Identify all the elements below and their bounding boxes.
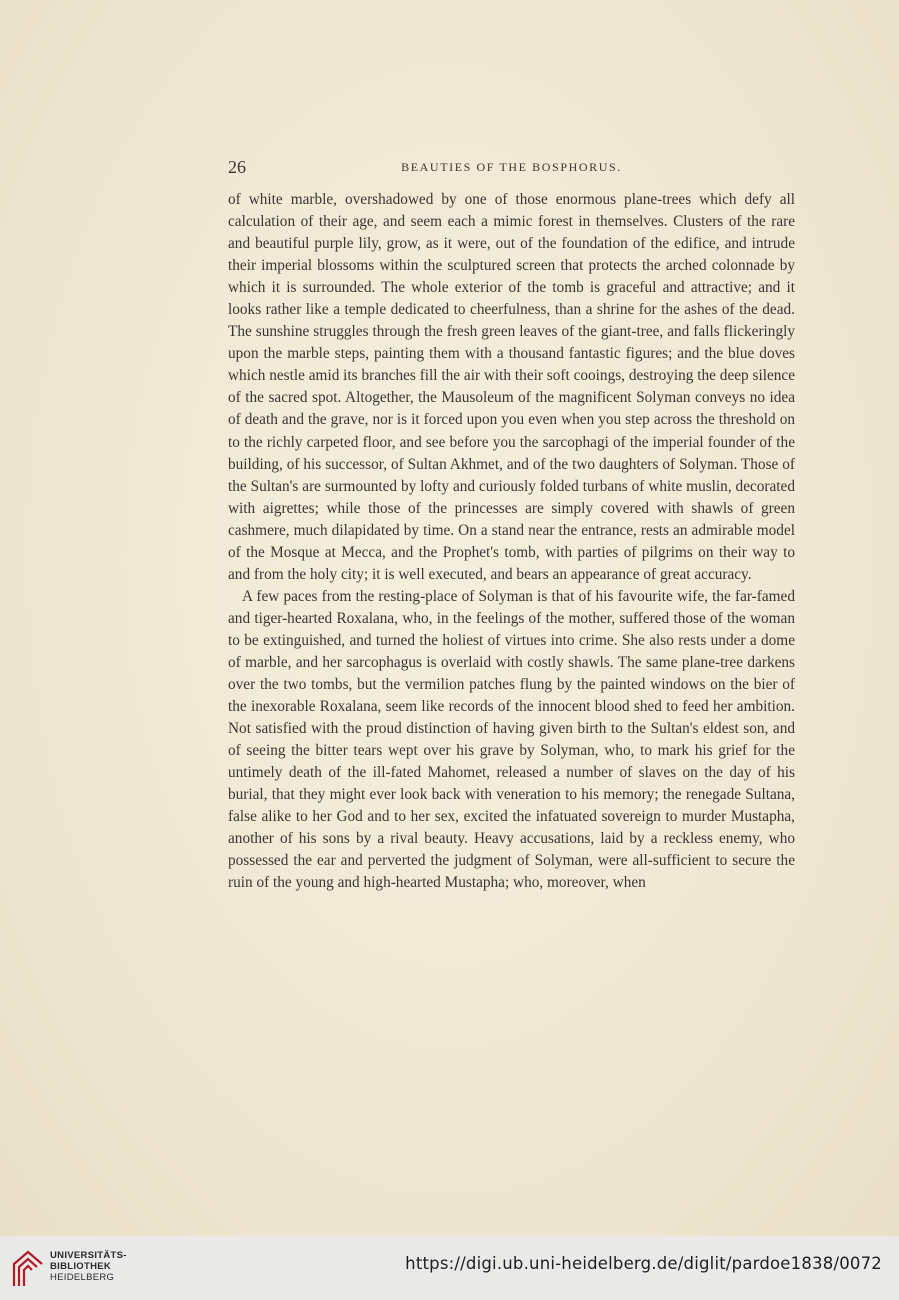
library-line-1: UNIVERSITÄTS- bbox=[50, 1250, 127, 1261]
library-line-3: HEIDELBERG bbox=[50, 1272, 115, 1283]
permalink-url[interactable]: https://digi.ub.uni-heidelberg.de/diglit/pardoe1838/0072 bbox=[405, 1254, 882, 1273]
library-line-2: BIBLIOTHEK bbox=[50, 1261, 112, 1272]
running-title: BEAUTIES OF THE BOSPHORUS. bbox=[401, 160, 622, 174]
running-head bbox=[228, 155, 795, 179]
page-number: 26 bbox=[228, 157, 246, 177]
paragraph-2: A few paces from the resting-place of Solyman is that of his favourite wife, the far-famed and tiger-hearted Roxalana, who, in the feelings of the mother, suffered those of the woman to be extinguished, and turned the holiest of virtues into crime. She also rests under a dome of marble, and her sarcophagus is overlaid with costly shawls. The same plane-tree darkens over the two tombs, but the vermilion patches flung by the painted windows on the bier of the inexorable Roxalana, seem like records of the innocent blood shed to feed her ambition. Not satisfied with the proud distinction of having given birth to the Sultan's eldest son, and of seeing the bitter tears wept over his grave by Solyman, who, to mark his grief for the untimely death of the ill-fated Mahomet, released a number of slaves on the day of his burial, that they might ever look back with veneration to his memory; the renegade Sultana, false alike to her God and to her sex, excited the infatuated sovereign to murder Mustapha, another of his sons by a rival beauty. Heavy accusations, laid by a reckless enemy, who possessed the ear and perverted the judgment of Solyman, were all-sufficient to secure the ruin of the young and high-hearted Mustapha; who, moreover, when bbox=[228, 587, 795, 892]
library-name bbox=[50, 1250, 127, 1283]
paragraph-1: of white marble, overshadowed by one of those enormous plane-trees which defy all calculation of their age, and seem each a mimic forest in themselves. Clusters of the rare and beautiful purple lily, grow, as it were, out of the foundation of the edifice, and intrude their imperial blossoms within the sculptured screen that protects the arched colonnade by which it is surrounded. The whole exterior of the tomb is graceful and attractive; and it looks rather like a temple dedicated to cheerfulness, than a shrine for the ashes of the dead. The sunshine struggles through the fresh green leaves of the giant-tree, and falls flickeringly upon the marble steps, painting them with a thousand fantastic figures; and the blue doves which nestle amid its branches fill the air with their soft cooings, destroying the deep silence of the sacred spot. Altogether, the Mausoleum of the magnificent Solyman conveys no idea of death and the grave, nor is it forced upon you even when you step across the threshold on to the richly carpeted floor, and see before you the sarcophagi of the imperial founder of the building, of his successor, of Sultan Akhmet, and of the two daughters of Solyman. Those of the Sultan's are surmounted by lofty and curiously folded turbans of white muslin, decorated with aigrettes; while those of the princesses are simply covered with shawls of green cashmere, much dilapidated by time. On a stand near the entrance, rests an admirable model of the Mosque at Mecca, and the Prophet's tomb, with parties of pilgrims on their way to and from the holy city; it is well executed, and bears an appearance of great accuracy. bbox=[228, 191, 795, 583]
body-text bbox=[228, 189, 795, 895]
footer-bar bbox=[0, 1236, 899, 1300]
heidelberg-library-logo-icon bbox=[10, 1246, 46, 1290]
